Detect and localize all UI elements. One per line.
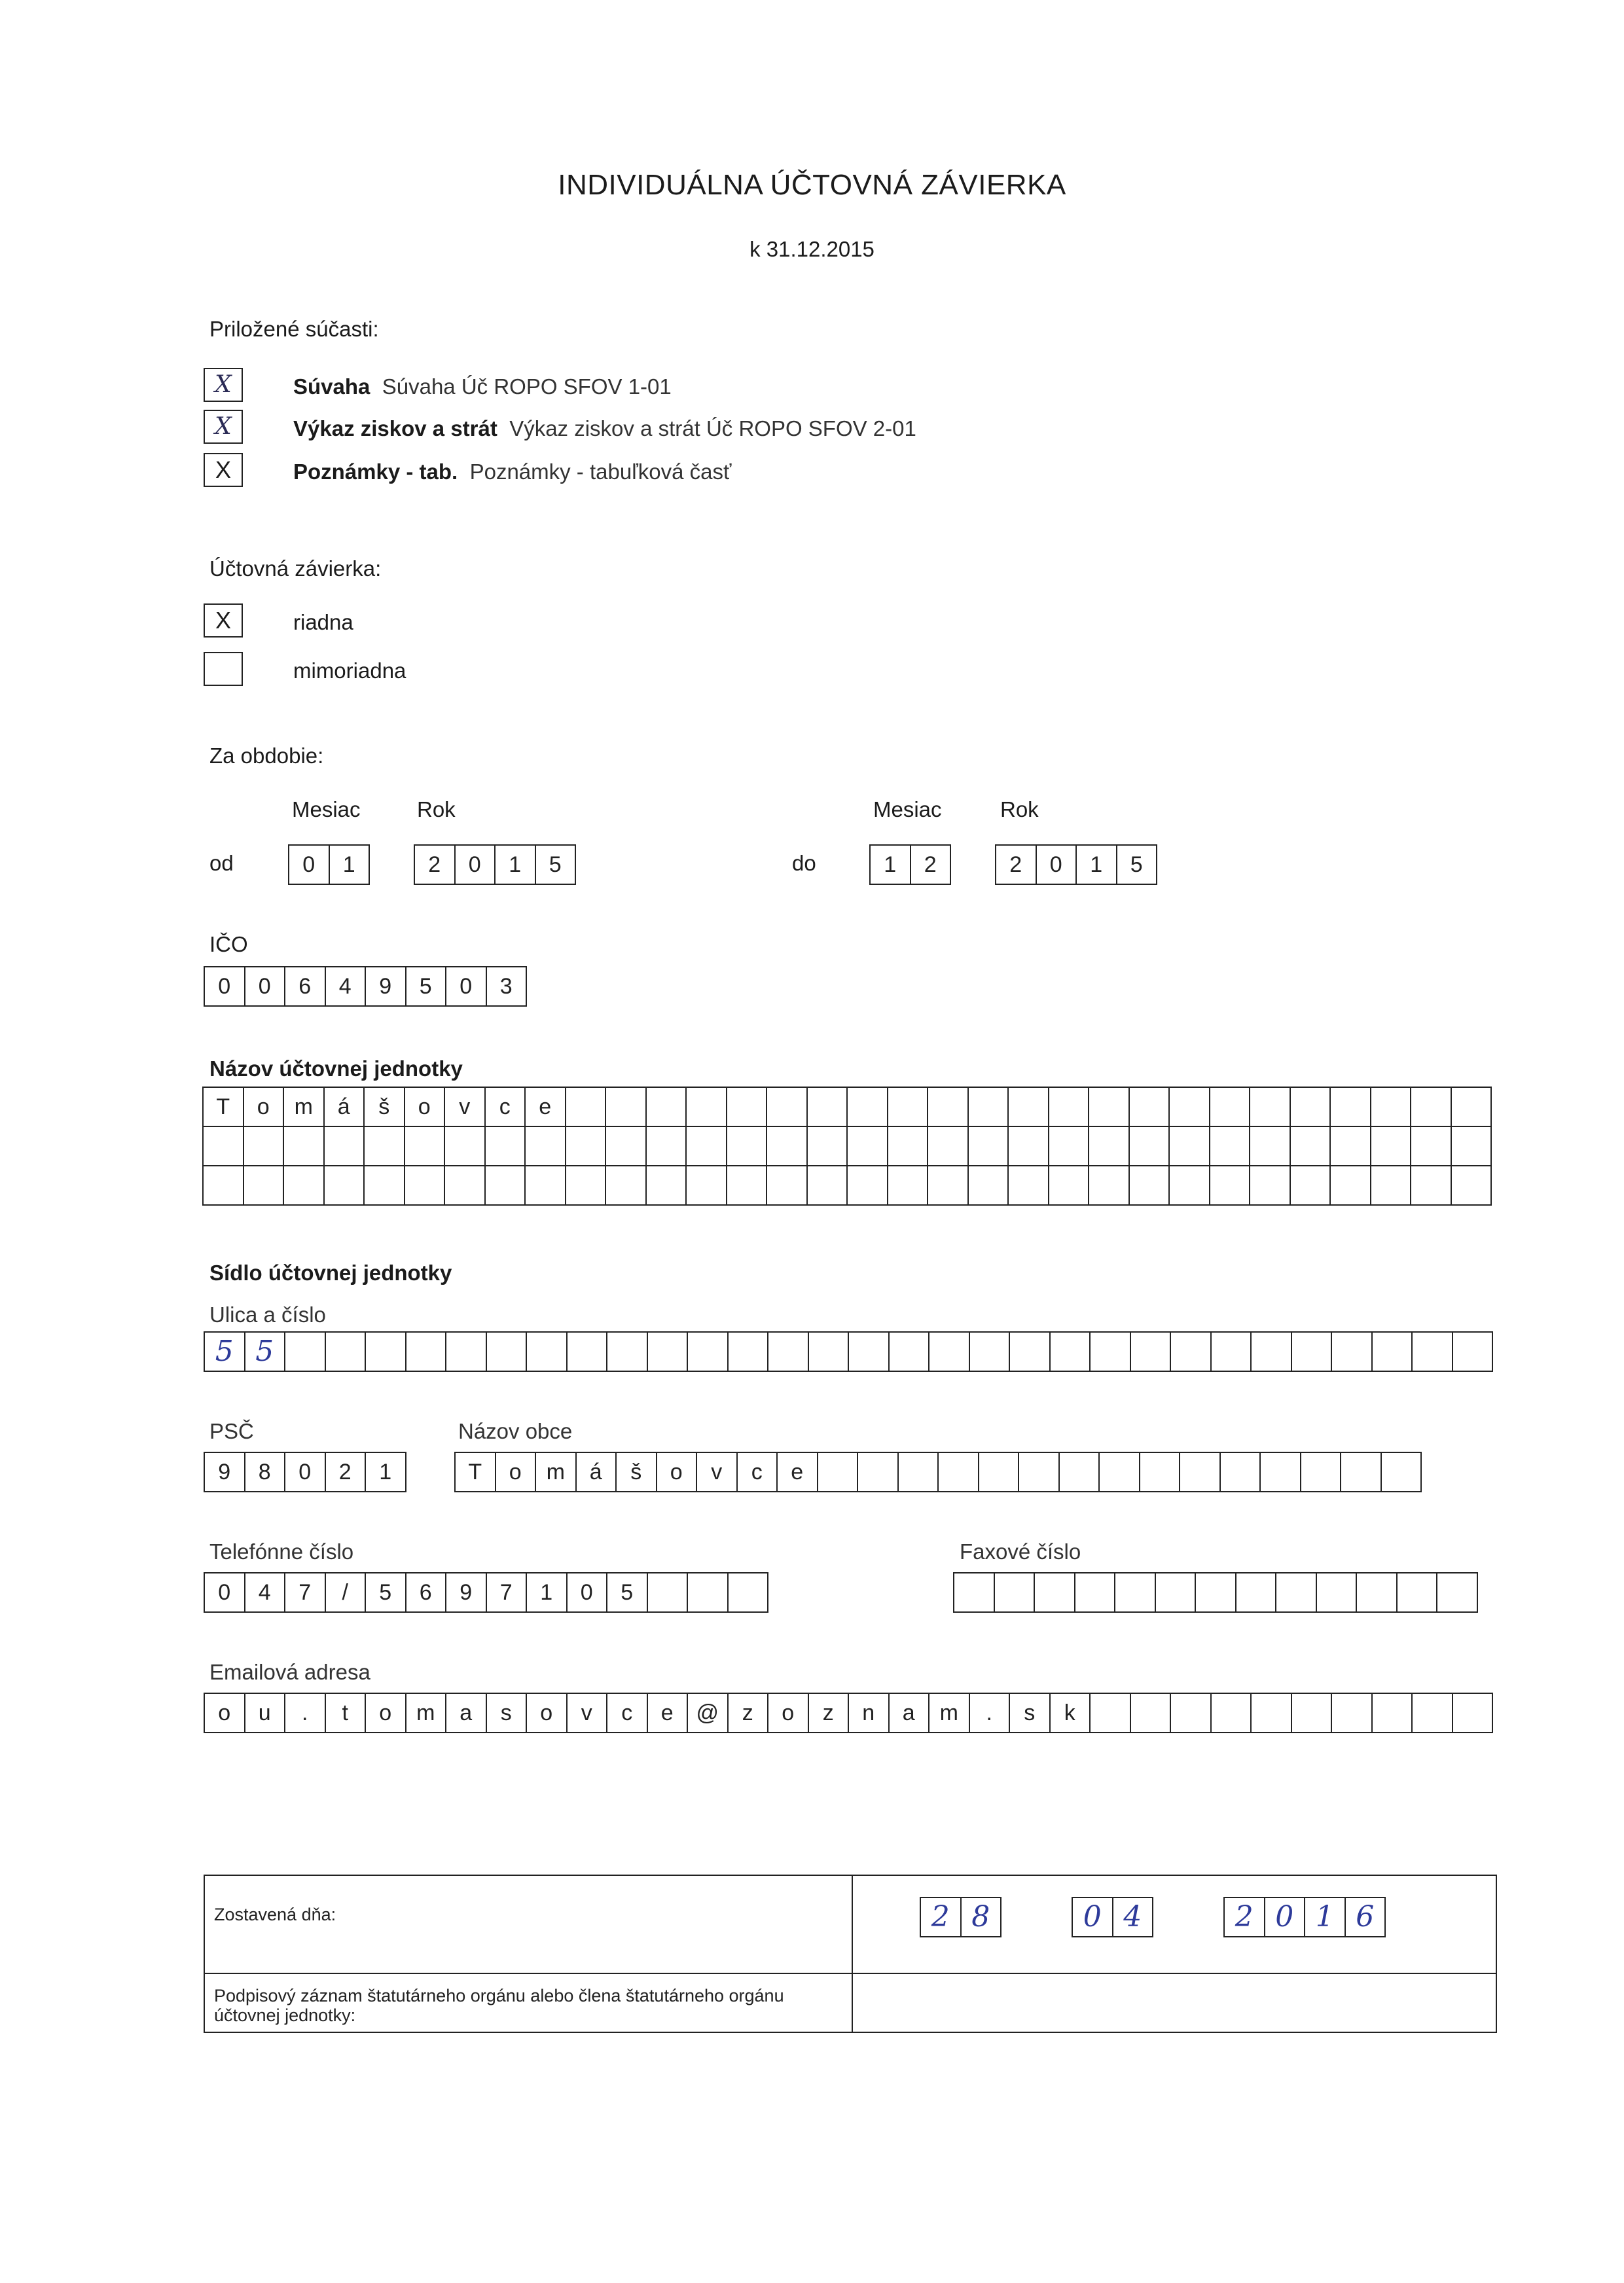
- email-char: u: [244, 1693, 286, 1733]
- to-month-digit: 2: [910, 844, 952, 885]
- attachment-poznamky-desc: Poznámky - tabuľková časť: [469, 459, 732, 484]
- street-char: 5: [204, 1331, 245, 1372]
- email-char: @: [687, 1693, 729, 1733]
- attachment-suvaha-title: Súvaha: [293, 374, 370, 399]
- ico-digit: 4: [325, 966, 367, 1007]
- attachment-suvaha: [293, 374, 672, 399]
- unit-name-char: [565, 1087, 607, 1127]
- unit-name-char: [967, 1087, 1009, 1127]
- unit-name-char: v: [444, 1087, 486, 1127]
- phone-char: 5: [606, 1572, 648, 1613]
- period-heading: Za obdobie:: [209, 744, 324, 768]
- street-char: [647, 1331, 689, 1372]
- street-char: [1452, 1331, 1494, 1372]
- attachment-vykaz: [293, 416, 916, 441]
- street-char: [445, 1331, 487, 1372]
- ico-digit: 0: [244, 966, 286, 1007]
- unit-name-char: [846, 1087, 888, 1127]
- city-char: [1098, 1452, 1140, 1492]
- email-char: v: [566, 1693, 608, 1733]
- unit-name-char: [404, 1165, 446, 1206]
- fax-char: [1396, 1572, 1438, 1613]
- city-char: [1340, 1452, 1382, 1492]
- city-char: á: [575, 1452, 617, 1492]
- unit-name-char: š: [363, 1087, 405, 1127]
- unit-name-char: [202, 1165, 244, 1206]
- street-char: [1291, 1331, 1333, 1372]
- city-char: [1179, 1452, 1221, 1492]
- from-year-digit: 2: [414, 844, 456, 885]
- fax-char: [1356, 1572, 1398, 1613]
- from-year-digit: 1: [494, 844, 536, 885]
- signature-label: Podpisový záznam štatutárneho orgánu alebo člena štatutárneho orgánu účtovnej jednotky:: [214, 1986, 784, 2025]
- unit-name-char: [1290, 1165, 1331, 1206]
- closing-checkbox-riadna[interactable]: X: [204, 603, 243, 638]
- fax-char: [1436, 1572, 1478, 1613]
- unit-name-char: [1088, 1126, 1130, 1166]
- phone-char: 7: [486, 1572, 528, 1613]
- unit-name-char: [1048, 1165, 1090, 1206]
- compiled-month-field[interactable]: [1072, 1897, 1153, 1937]
- street-char: [365, 1331, 406, 1372]
- unit-name-char: [726, 1087, 768, 1127]
- attachment-vykaz-title: Výkaz ziskov a strát: [293, 416, 497, 440]
- psc-field[interactable]: [204, 1452, 406, 1492]
- unit-name-char: [927, 1126, 969, 1166]
- unit-name-char: m: [283, 1087, 325, 1127]
- to-year-digit: 1: [1075, 844, 1117, 885]
- unit-name-char: [1168, 1126, 1210, 1166]
- unit-name-char: [967, 1126, 1009, 1166]
- ico-digit: 0: [445, 966, 487, 1007]
- unit-name-char: e: [524, 1087, 566, 1127]
- unit-name-char: [645, 1165, 687, 1206]
- attachment-poznamky: [293, 459, 731, 484]
- psc-digit: 2: [325, 1452, 367, 1492]
- unit-name-char: [1370, 1087, 1412, 1127]
- street-char: [606, 1331, 648, 1372]
- unit-name-char: [1370, 1165, 1412, 1206]
- email-char: k: [1049, 1693, 1091, 1733]
- unit-name-char: [1249, 1087, 1291, 1127]
- unit-name-char: [1329, 1087, 1371, 1127]
- unit-name-char: [1451, 1126, 1492, 1166]
- unit-name-char: [1329, 1165, 1371, 1206]
- compiled-label: Zostavená dňa:: [214, 1905, 336, 1924]
- phone-char: 5: [365, 1572, 406, 1613]
- email-field[interactable]: [204, 1693, 1493, 1733]
- unit-name-char: T: [202, 1087, 244, 1127]
- unit-name-char: [927, 1165, 969, 1206]
- unit-name-char: [1290, 1126, 1331, 1166]
- unit-name-char: [1249, 1126, 1291, 1166]
- attachment-checkbox-vykaz[interactable]: X: [204, 410, 243, 444]
- unit-name-char: á: [323, 1087, 365, 1127]
- to-year-digit: 2: [995, 844, 1037, 885]
- phone-char: 4: [244, 1572, 286, 1613]
- unit-name-char: [323, 1165, 365, 1206]
- attachment-checkbox-poznamky[interactable]: X: [204, 453, 243, 487]
- ico-digit: 0: [204, 966, 245, 1007]
- unit-name-char: [243, 1126, 285, 1166]
- to-year-digit: 0: [1036, 844, 1077, 885]
- unit-name-char: c: [484, 1087, 526, 1127]
- phone-char: 0: [204, 1572, 245, 1613]
- unit-name-char: [806, 1165, 848, 1206]
- email-char: o: [526, 1693, 568, 1733]
- unit-name-char: [1451, 1165, 1492, 1206]
- unit-name-char: [605, 1087, 647, 1127]
- city-char: c: [736, 1452, 778, 1492]
- unit-name-char: [1128, 1087, 1170, 1127]
- unit-name-char: [1048, 1087, 1090, 1127]
- unit-name-char: [685, 1165, 727, 1206]
- unit-name-char: [524, 1165, 566, 1206]
- seat-heading: Sídlo účtovnej jednotky: [209, 1261, 452, 1285]
- city-char: [817, 1452, 859, 1492]
- city-field[interactable]: [454, 1452, 1422, 1492]
- unit-name-char: [806, 1087, 848, 1127]
- email-char: t: [325, 1693, 367, 1733]
- to-month-label: Mesiac: [873, 797, 942, 821]
- document-title: INDIVIDUÁLNA ÚČTOVNÁ ZÁVIERKA: [558, 169, 1066, 201]
- city-char: [857, 1452, 899, 1492]
- from-year-label: Rok: [417, 797, 456, 821]
- unit-name-char: [1209, 1126, 1251, 1166]
- email-char: a: [888, 1693, 930, 1733]
- unit-name-char: [1007, 1087, 1049, 1127]
- to-label: do: [792, 851, 816, 875]
- city-char: [937, 1452, 979, 1492]
- attachments-heading: Priložené súčasti:: [209, 317, 379, 341]
- unit-name-char: [323, 1126, 365, 1166]
- email-char: o: [767, 1693, 809, 1733]
- unit-name-char: [766, 1126, 808, 1166]
- street-char: [1250, 1331, 1292, 1372]
- psc-digit: 9: [204, 1452, 245, 1492]
- unit-name-char: [1249, 1165, 1291, 1206]
- to-month-digit: 1: [869, 844, 911, 885]
- from-month-label: Mesiac: [292, 797, 361, 821]
- psc-digit: 0: [284, 1452, 326, 1492]
- unit-name-char: [1048, 1126, 1090, 1166]
- email-char: [1411, 1693, 1453, 1733]
- unit-name-char: [1329, 1126, 1371, 1166]
- city-char: [1058, 1452, 1100, 1492]
- compiled-day-field[interactable]: [920, 1897, 1001, 1937]
- email-char: a: [445, 1693, 487, 1733]
- unit-name-char: o: [404, 1087, 446, 1127]
- compiled-month-digit: 4: [1112, 1897, 1154, 1937]
- phone-char: 0: [566, 1572, 608, 1613]
- unit-name-char: [846, 1165, 888, 1206]
- email-char: [1089, 1693, 1131, 1733]
- compiled-year-digit: 1: [1304, 1897, 1346, 1937]
- phone-char: 9: [445, 1572, 487, 1613]
- email-char: [1371, 1693, 1413, 1733]
- ico-digit: 3: [486, 966, 528, 1007]
- street-char: [1130, 1331, 1172, 1372]
- city-char: [1259, 1452, 1301, 1492]
- phone-field[interactable]: [204, 1572, 768, 1613]
- unit-name-char: [967, 1165, 1009, 1206]
- from-year-digit: 0: [454, 844, 496, 885]
- from-month-digit: 0: [288, 844, 330, 885]
- email-label: Emailová adresa: [209, 1660, 370, 1684]
- fax-char: [1275, 1572, 1317, 1613]
- compiled-year-digit: 0: [1264, 1897, 1306, 1937]
- email-char: z: [727, 1693, 769, 1733]
- phone-char: 1: [526, 1572, 568, 1613]
- phone-char: [687, 1572, 729, 1613]
- phone-label: Telefónne číslo: [209, 1539, 354, 1564]
- street-char: [1331, 1331, 1373, 1372]
- email-char: [1331, 1693, 1373, 1733]
- compiled-day-digit: 2: [920, 1897, 962, 1937]
- email-char: o: [365, 1693, 406, 1733]
- compiled-year-digit: 2: [1223, 1897, 1265, 1937]
- street-char: [969, 1331, 1011, 1372]
- city-char: o: [495, 1452, 537, 1492]
- street-char: [687, 1331, 729, 1372]
- signature-table: [204, 1875, 1497, 2033]
- unit-name-char: [283, 1126, 325, 1166]
- unit-name-char: [726, 1165, 768, 1206]
- unit-name-char: [565, 1126, 607, 1166]
- unit-name-char: [363, 1126, 405, 1166]
- closing-heading: Účtovná závierka:: [209, 556, 382, 581]
- unit-name-char: [766, 1165, 808, 1206]
- closing-riadna-label: riadna: [293, 610, 353, 634]
- document-date: k 31.12.2015: [749, 237, 875, 261]
- ico-field[interactable]: [204, 966, 527, 1007]
- fax-char: [1155, 1572, 1197, 1613]
- unit-name-char: [202, 1126, 244, 1166]
- phone-char: [727, 1572, 769, 1613]
- city-char: v: [696, 1452, 738, 1492]
- unit-name-char: [444, 1165, 486, 1206]
- unit-name-char: [1209, 1087, 1251, 1127]
- unit-name-char: [1088, 1087, 1130, 1127]
- street-char: [1170, 1331, 1212, 1372]
- closing-mimoriadna-label: mimoriadna: [293, 658, 406, 683]
- street-char: [727, 1331, 769, 1372]
- attachment-suvaha-desc: Súvaha Úč ROPO SFOV 1-01: [382, 374, 672, 399]
- unit-name-char: [524, 1126, 566, 1166]
- unit-name-char: [766, 1087, 808, 1127]
- fax-char: [994, 1572, 1036, 1613]
- fax-char: [1034, 1572, 1075, 1613]
- email-char: m: [405, 1693, 447, 1733]
- unit-name-char: [887, 1165, 929, 1206]
- unit-name-char: [484, 1165, 526, 1206]
- unit-name-char: [1410, 1165, 1452, 1206]
- email-char: [1250, 1693, 1292, 1733]
- unit-name-char: [1007, 1165, 1049, 1206]
- fax-char: [1316, 1572, 1358, 1613]
- fax-char: [953, 1572, 995, 1613]
- compiled-month-digit: 0: [1072, 1897, 1113, 1937]
- email-char: n: [848, 1693, 890, 1733]
- unit-name-field[interactable]: [204, 1087, 1492, 1206]
- unit-name-char: [887, 1087, 929, 1127]
- attachment-poznamky-title: Poznámky - tab.: [293, 459, 458, 484]
- unit-name-char: [283, 1165, 325, 1206]
- unit-name-char: o: [243, 1087, 285, 1127]
- unit-name-char: [1007, 1126, 1049, 1166]
- street-char: [1210, 1331, 1252, 1372]
- unit-name-char: [1410, 1126, 1452, 1166]
- to-year-label: Rok: [1000, 797, 1039, 821]
- unit-name-char: [685, 1126, 727, 1166]
- unit-name-char: [565, 1165, 607, 1206]
- email-char: c: [606, 1693, 648, 1733]
- phone-char: [647, 1572, 689, 1613]
- unit-name-char: [726, 1126, 768, 1166]
- unit-name-char: [363, 1165, 405, 1206]
- street-char: [526, 1331, 568, 1372]
- compiled-day-digit: 8: [960, 1897, 1002, 1937]
- attachment-vykaz-desc: Výkaz ziskov a strát Úč ROPO SFOV 2-01: [509, 416, 916, 440]
- closing-checkbox-mimoriadna[interactable]: [204, 652, 243, 686]
- street-char: [767, 1331, 809, 1372]
- fax-label: Faxové číslo: [960, 1539, 1081, 1564]
- unit-name-char: [645, 1087, 687, 1127]
- unit-name-char: [1168, 1165, 1210, 1206]
- city-char: [978, 1452, 1020, 1492]
- street-char: [1049, 1331, 1091, 1372]
- street-char: [566, 1331, 608, 1372]
- email-char: z: [808, 1693, 850, 1733]
- from-label: od: [209, 851, 234, 875]
- unit-name-char: [685, 1087, 727, 1127]
- city-char: š: [615, 1452, 657, 1492]
- unit-name-char: [404, 1126, 446, 1166]
- unit-name-char: [243, 1165, 285, 1206]
- street-char: 5: [244, 1331, 286, 1372]
- unit-name-char: [806, 1126, 848, 1166]
- ico-label: IČO: [209, 932, 248, 956]
- unit-name-char: [605, 1165, 647, 1206]
- street-char: [888, 1331, 930, 1372]
- email-char: o: [204, 1693, 245, 1733]
- street-char: [284, 1331, 326, 1372]
- from-year-field[interactable]: [414, 844, 576, 885]
- street-char: [928, 1331, 970, 1372]
- fax-char: [1114, 1572, 1156, 1613]
- street-char: [405, 1331, 447, 1372]
- email-char: [1130, 1693, 1172, 1733]
- to-month-field[interactable]: [869, 844, 951, 885]
- unit-name-char: [1451, 1087, 1492, 1127]
- unit-name-char: [846, 1126, 888, 1166]
- psc-label: PSČ: [209, 1419, 254, 1443]
- compiled-year-digit: 6: [1344, 1897, 1386, 1937]
- unit-name-char: [645, 1126, 687, 1166]
- from-month-digit: 1: [329, 844, 370, 885]
- street-field[interactable]: [204, 1331, 1493, 1372]
- ico-digit: 5: [405, 966, 447, 1007]
- city-label: Názov obce: [458, 1419, 573, 1443]
- attachment-checkbox-suvaha[interactable]: X: [204, 368, 243, 402]
- compiled-year-field[interactable]: [1223, 1897, 1386, 1937]
- unit-name-char: [1128, 1126, 1170, 1166]
- fax-field[interactable]: [953, 1572, 1478, 1613]
- city-char: [1380, 1452, 1422, 1492]
- street-char: [486, 1331, 528, 1372]
- unit-name-label: Názov účtovnej jednotky: [209, 1056, 463, 1081]
- unit-name-char: [1088, 1165, 1130, 1206]
- email-char: e: [647, 1693, 689, 1733]
- street-char: [325, 1331, 367, 1372]
- city-char: [1018, 1452, 1060, 1492]
- unit-name-char: [1290, 1087, 1331, 1127]
- city-char: T: [454, 1452, 496, 1492]
- city-char: m: [535, 1452, 577, 1492]
- email-char: m: [928, 1693, 970, 1733]
- unit-name-char: [1128, 1165, 1170, 1206]
- unit-name-char: [1410, 1087, 1452, 1127]
- ico-digit: 9: [365, 966, 406, 1007]
- street-char: [1009, 1331, 1051, 1372]
- street-char: [848, 1331, 890, 1372]
- email-char: s: [1009, 1693, 1051, 1733]
- street-char: [808, 1331, 850, 1372]
- street-char: [1371, 1331, 1413, 1372]
- city-char: [1139, 1452, 1181, 1492]
- from-month-field[interactable]: [288, 844, 370, 885]
- email-char: [1210, 1693, 1252, 1733]
- unit-name-char: [1370, 1126, 1412, 1166]
- city-char: [897, 1452, 939, 1492]
- city-char: [1219, 1452, 1261, 1492]
- from-year-digit: 5: [535, 844, 577, 885]
- unit-name-char: [927, 1087, 969, 1127]
- ico-digit: 6: [284, 966, 326, 1007]
- psc-digit: 8: [244, 1452, 286, 1492]
- email-char: .: [969, 1693, 1011, 1733]
- signature-divider: [852, 1876, 853, 2032]
- unit-name-char: [605, 1126, 647, 1166]
- city-char: e: [776, 1452, 818, 1492]
- email-char: [1170, 1693, 1212, 1733]
- fax-char: [1195, 1572, 1236, 1613]
- unit-name-char: [1209, 1165, 1251, 1206]
- psc-digit: 1: [365, 1452, 406, 1492]
- email-char: s: [486, 1693, 528, 1733]
- unit-name-char: [484, 1126, 526, 1166]
- email-char: .: [284, 1693, 326, 1733]
- email-char: [1291, 1693, 1333, 1733]
- city-char: [1300, 1452, 1342, 1492]
- to-year-field[interactable]: [995, 844, 1157, 885]
- phone-char: 6: [405, 1572, 447, 1613]
- phone-char: 7: [284, 1572, 326, 1613]
- unit-name-char: [1168, 1087, 1210, 1127]
- fax-char: [1074, 1572, 1116, 1613]
- to-year-digit: 5: [1116, 844, 1158, 885]
- unit-name-char: [887, 1126, 929, 1166]
- unit-name-char: [444, 1126, 486, 1166]
- street-label: Ulica a číslo: [209, 1303, 326, 1327]
- email-char: [1452, 1693, 1494, 1733]
- street-char: [1411, 1331, 1453, 1372]
- street-char: [1089, 1331, 1131, 1372]
- city-char: o: [656, 1452, 698, 1492]
- phone-char: /: [325, 1572, 367, 1613]
- fax-char: [1235, 1572, 1277, 1613]
